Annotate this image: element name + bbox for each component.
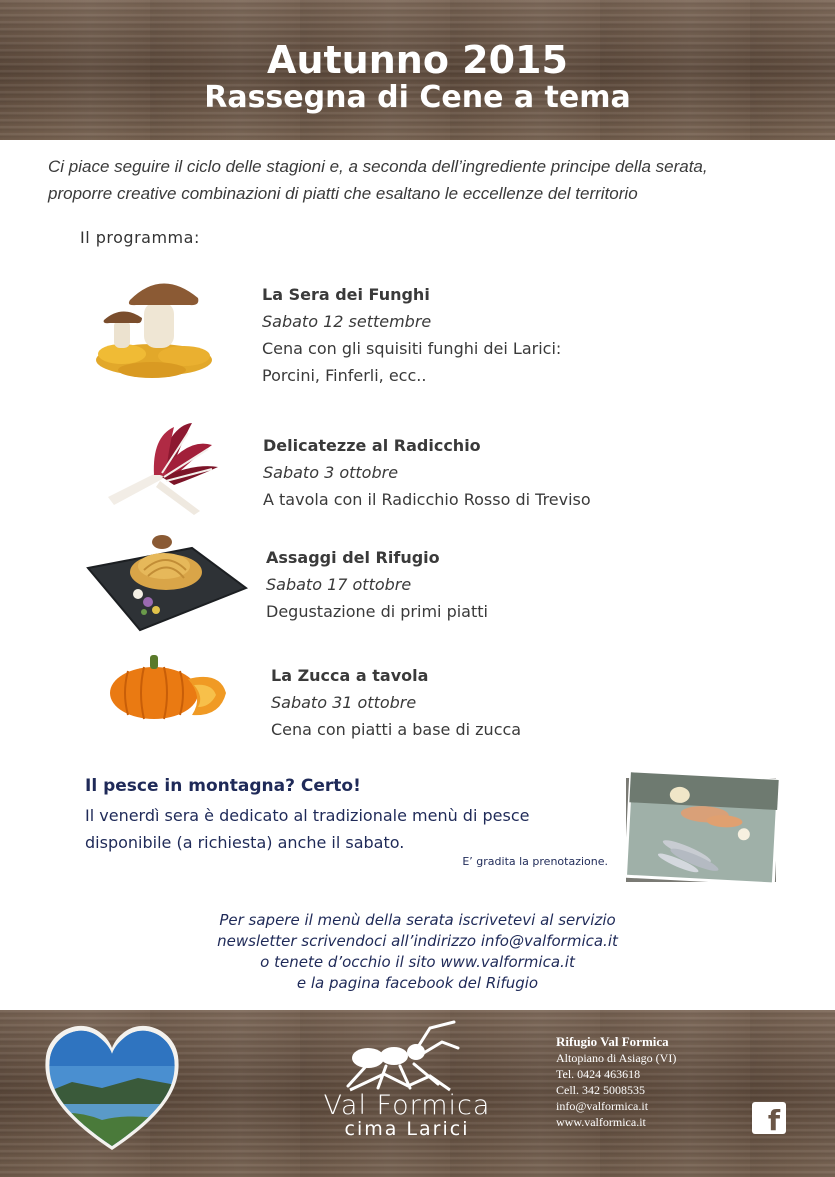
event-description: A tavola con il Radicchio Rosso di Treviso (263, 490, 591, 509)
radicchio-icon (100, 415, 222, 517)
ant-logo-icon (338, 1020, 462, 1092)
event-radicchio (263, 432, 591, 513)
facebook-glyph: f (767, 1104, 780, 1137)
program-label: Il programma: (80, 228, 200, 247)
info-line: e la pagina facebook del Rifugio (296, 974, 539, 992)
intro-line: Ci piace seguire il ciclo delle stagioni e, a seconda dell’ingrediente principe della serata, (48, 157, 708, 176)
fish-photo (620, 772, 780, 886)
contact-block (556, 1034, 676, 1130)
reservation-note: E’ gradita la prenotazione. (462, 855, 608, 868)
info-line: newsletter scrivendoci all’indirizzo info@valformica.it (217, 932, 618, 950)
brand-subtitle: cima Larici (344, 1118, 470, 1140)
event-description: Cena con gli squisiti funghi dei Larici: (262, 339, 562, 358)
info-line: Per sapere il menù della serata iscrivetevi al servizio (219, 911, 616, 929)
event-rifugio (266, 544, 488, 625)
event-title: La Zucca a tavola (271, 666, 429, 685)
header-banner (0, 0, 835, 140)
event-date: Sabato 3 ottobre (263, 463, 399, 482)
newsletter-info (0, 910, 835, 994)
fish-heading: Il pesce in montagna? Certo! (85, 776, 361, 796)
event-funghi (262, 281, 561, 389)
fish-line: Il venerdì sera è dedicato al tradizionale menù di pesce (85, 806, 530, 825)
pumpkin-icon (108, 653, 230, 721)
page-title: Autunno 2015 (267, 38, 568, 82)
event-zucca (271, 662, 521, 743)
intro-line: proporre creative combinazioni di piatti che esaltano le eccellenze del territorio (48, 184, 638, 203)
info-line: o tenete d’occhio il sito www.valformica.it (260, 953, 575, 971)
contact-phone: Tel. 0424 463618 (556, 1067, 641, 1081)
event-description: Porcini, Finferli, ecc.. (262, 366, 427, 385)
contact-name: Rifugio Val Formica (556, 1034, 669, 1049)
page-subtitle: Rassegna di Cene a tema (204, 80, 631, 115)
event-date: Sabato 31 ottobre (271, 693, 417, 712)
facebook-icon[interactable] (752, 1102, 786, 1137)
event-title: Assaggi del Rifugio (266, 548, 440, 567)
event-description: Degustazione di primi piatti (266, 602, 488, 621)
contact-mobile: Cell. 342 5008535 (556, 1083, 645, 1097)
fish-text (85, 802, 615, 856)
contact-website: www.valformica.it (556, 1115, 646, 1129)
brand-name: Val Formica (323, 1090, 491, 1121)
event-description: Cena con piatti a base di zucca (271, 720, 522, 739)
event-date: Sabato 12 settembre (262, 312, 432, 331)
fish-line: disponibile (a richiesta) anche il sabato. (85, 833, 405, 852)
contact-address: Altopiano di Asiago (VI) (556, 1051, 677, 1065)
event-date: Sabato 17 ottobre (266, 575, 412, 594)
brand-logo (312, 1090, 502, 1140)
intro-text (48, 153, 818, 207)
mushroom-icon (92, 272, 222, 384)
event-title: La Sera dei Funghi (262, 285, 430, 304)
heart-landscape-photo (42, 1016, 182, 1156)
pasta-plate-icon (86, 530, 248, 632)
contact-email: info@valformica.it (556, 1099, 649, 1113)
event-title: Delicatezze al Radicchio (263, 436, 481, 455)
